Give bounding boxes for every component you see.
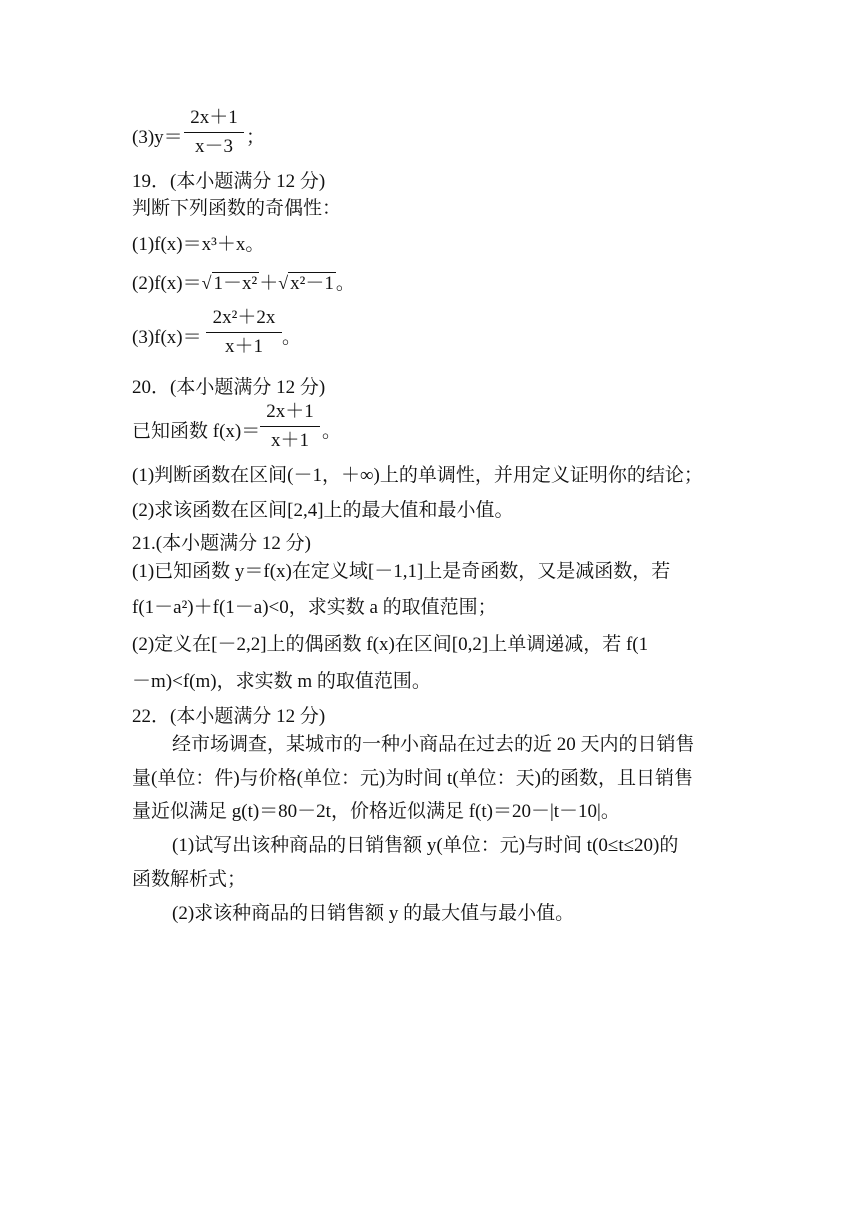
q20-fraction [260,400,320,453]
q18-part3-prefix: (3)y＝ [132,127,183,148]
q19-part2-suffix: 。 [335,273,355,294]
q19-part2-prefix: (2)f(x)＝ [132,273,202,294]
q20-stem-prefix: 已知函数 f(x)＝ [132,421,261,442]
sqrt-icon: √ [201,273,212,293]
q19-stem: 判断下列函数的奇偶性： [132,198,342,219]
fraction-bar [206,332,282,333]
q21-part2-line1: (2)定义在[－2,2]上的偶函数 f(x)在区间[0,2]上单调递减，若 f(1 [132,634,649,655]
q19-part3-fraction [206,306,282,359]
q19-header: 19．(本小题满分 12 分) [132,171,326,192]
q19-part3-prefix: (3)f(x)＝ [132,327,202,348]
q20-stem-suffix: 。 [322,421,342,442]
q20-numerator: 2x＋1 [266,401,314,422]
q20-part1: (1)判断函数在区间(－1，＋∞)上的单调性，并用定义证明你的结论； [132,465,703,486]
fraction-bar [184,132,244,133]
q22-stem-line2: 量(单位：件)与价格(单位：元)为时间 t(单位：天)的函数，且日销售 [132,768,693,789]
fraction-bar [260,426,320,427]
q19-part3-denominator: x＋1 [224,336,263,357]
q22-part1-line1: (1)试写出该种商品的日销售额 y(单位：元)与时间 t(0≤t≤20)的 [172,835,679,856]
q22-part1-line2: 函数解析式； [132,869,247,890]
q19-part2 [132,271,355,296]
q19-part3-numerator: 2x²＋2x [212,307,276,328]
q21-header: 21.(本小题满分 12 分) [132,533,311,554]
q18-part3-fraction [184,106,244,159]
q19-part1: (1)f(x)＝x³＋x。 [132,234,265,255]
q20-part2: (2)求该函数在区间[2,4]上的最大值和最小值。 [132,500,514,521]
q21-part2-line2: －m)<f(m)，求实数 m 的取值范围。 [132,671,431,692]
q22-stem-line3: 量近似满足 g(t)＝80－2t，价格近似满足 f(t)＝20－|t－10|。 [132,801,620,822]
q21-part1-line1: (1)已知函数 y＝f(x)在定义域[－1,1]上是奇函数，又是减函数，若 [132,561,671,582]
q18-part3-numerator: 2x＋1 [190,107,238,128]
q18-part3-denominator: x－3 [194,136,233,157]
q19-part2-radicand1: 1－x² [213,273,258,294]
sqrt-icon: √ [278,273,289,293]
q19-part2-plus: ＋ [259,273,279,294]
q22-part2: (2)求该种商品的日销售额 y 的最大值与最小值。 [172,903,575,924]
q18-part3-suffix: ； [246,127,266,148]
q22-header: 22．(本小题满分 12 分) [132,706,326,727]
q21-part1-line2: f(1－a²)＋f(1－a)<0，求实数 a 的取值范围； [132,597,497,618]
q22-stem-line1: 经市场调查，某城市的一种小商品在过去的近 20 天内的日销售 [172,734,695,755]
q20-header: 20．(本小题满分 12 分) [132,377,326,398]
q19-part2-radicand2: x²－1 [290,273,334,294]
q20-denominator: x＋1 [270,430,309,451]
q19-part3-suffix: 。 [282,327,302,348]
